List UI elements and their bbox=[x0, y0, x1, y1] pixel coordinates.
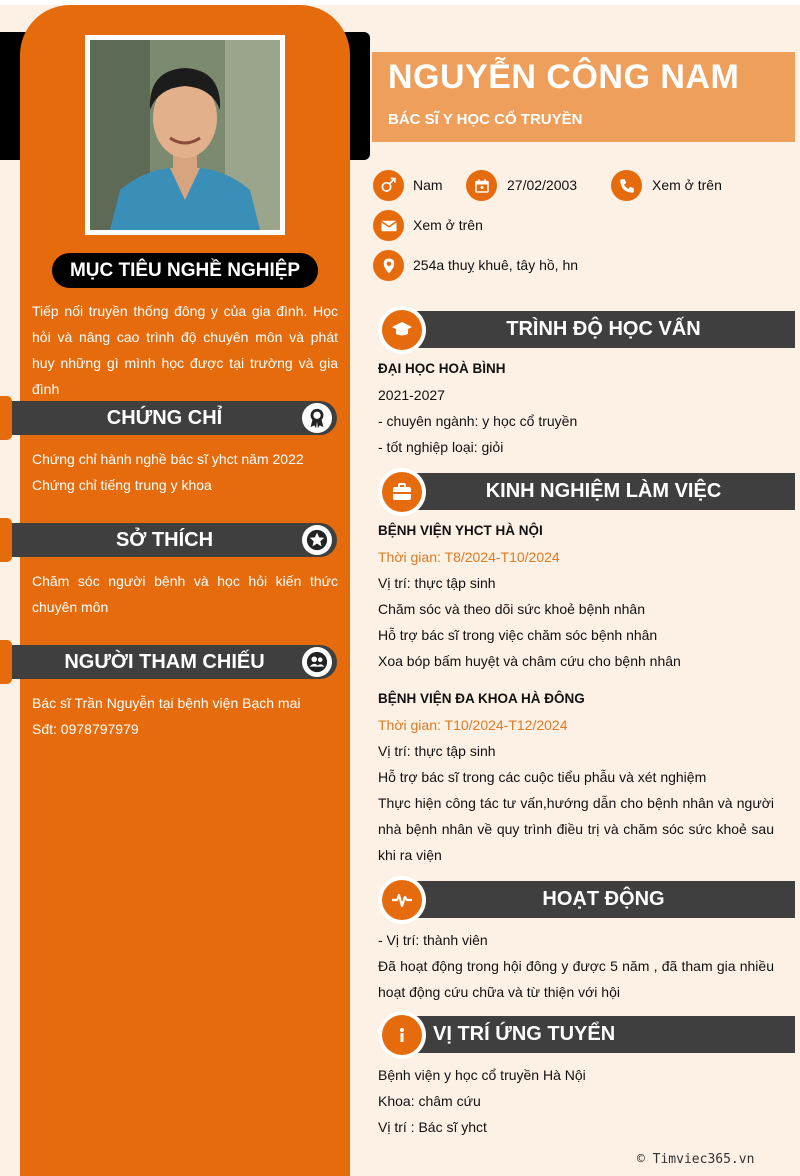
award-icon bbox=[302, 403, 332, 433]
info-icon bbox=[382, 1015, 422, 1055]
activities-body bbox=[378, 927, 774, 1005]
education-body bbox=[378, 356, 774, 460]
hobbies-title: SỞ THÍCH bbox=[12, 523, 337, 557]
certs-title: CHỨNG CHỈ bbox=[12, 401, 337, 435]
objective-text: Tiếp nối truyền thống đông y của gia đình. Học hỏi và nâng cao trình độ chuyên môn và phát huy những gì mình học được tại trường và gia đình bbox=[32, 303, 338, 397]
briefcase-icon bbox=[382, 472, 422, 512]
users-icon bbox=[302, 647, 332, 677]
education-line: - chuyên ngành: y học cổ truyền bbox=[378, 413, 578, 429]
job-line: Thực hiện công tác tư vấn,hướng dẫn cho bệnh nhân và người nhà bệnh nhân về quy trình điều trị và chăm sóc sức khoẻ sau khi ra viện bbox=[378, 795, 774, 863]
ref-item: Sđt: 0978797979 bbox=[32, 721, 139, 737]
certs-list bbox=[32, 446, 338, 498]
position-line: Bệnh viện y học cổ truyền Hà Nội bbox=[378, 1067, 586, 1083]
phone-value: Xem ở trên bbox=[652, 177, 722, 193]
job-line: Hỗ trợ bác sĩ trong việc chăm sóc bệnh nhân bbox=[378, 627, 658, 643]
experience-title: KINH NGHIỆM LÀM VIỆC bbox=[412, 473, 795, 510]
activities-title: HOẠT ĐỘNG bbox=[412, 881, 795, 918]
avatar-photo bbox=[90, 40, 280, 230]
gender-value: Nam bbox=[413, 177, 443, 193]
certs-tab bbox=[0, 396, 12, 440]
job-line: Vị trí: thực tập sinh bbox=[378, 743, 496, 759]
calendar-icon bbox=[466, 170, 497, 201]
refs-tab bbox=[0, 640, 12, 684]
star-icon bbox=[302, 525, 332, 555]
job-line: Vị trí: thực tập sinh bbox=[378, 575, 496, 591]
job-company: BỆNH VIỆN YHCT HÀ NỘI bbox=[378, 523, 543, 538]
school-name: ĐẠI HỌC HOÀ BÌNH bbox=[378, 361, 506, 376]
job-line: Chăm sóc và theo dõi sức khoẻ bệnh nhân bbox=[378, 601, 645, 617]
job-company: BỆNH VIỆN ĐA KHOA HÀ ĐÔNG bbox=[378, 691, 585, 706]
experience-icon-wrap bbox=[378, 468, 426, 516]
full-name: NGUYỄN CÔNG NAM bbox=[388, 58, 740, 96]
school-years: 2021-2027 bbox=[378, 387, 445, 403]
position-line: Khoa: châm cứu bbox=[378, 1093, 481, 1109]
refs-list bbox=[32, 690, 338, 742]
education-icon-wrap bbox=[378, 306, 426, 354]
job-time: Thời gian: T10/2024-T12/2024 bbox=[378, 717, 568, 733]
job-line: Xoa bóp bấm huyệt và châm cứu cho bệnh nhân bbox=[378, 653, 681, 669]
position-line: Vị trí : Bác sĩ yhct bbox=[378, 1119, 487, 1135]
education-title: TRÌNH ĐỘ HỌC VẤN bbox=[412, 311, 795, 348]
email-icon bbox=[373, 210, 404, 241]
activities-icon-wrap bbox=[378, 876, 426, 924]
ref-item: Bác sĩ Trần Nguyễn tại bệnh viện Bạch mai bbox=[32, 695, 301, 711]
gender-icon bbox=[373, 170, 404, 201]
email-value: Xem ở trên bbox=[413, 217, 483, 233]
job-2 bbox=[378, 686, 774, 868]
avatar bbox=[85, 35, 285, 235]
education-line: - tốt nghiệp loại: giỏi bbox=[378, 439, 504, 455]
activity-line: - Vị trí: thành viên bbox=[378, 932, 488, 948]
refs-title: NGƯỜI THAM CHIẾU bbox=[12, 645, 337, 679]
pulse-icon bbox=[382, 880, 422, 920]
footer-watermark: © Timviec365.vn bbox=[637, 1152, 755, 1167]
activity-line: Đã hoạt động trong hội đông y được 5 năm , đã tham gia nhiều hoạt động cứu chữa và từ thiện với hội bbox=[378, 958, 774, 1000]
location-icon bbox=[373, 250, 404, 281]
birthdate-value: 27/02/2003 bbox=[507, 177, 578, 193]
job-title: BÁC SĨ Y HỌC CỔ TRUYỀN bbox=[388, 111, 583, 128]
address-value: 254a thuỵ khuê, tây hồ, hn bbox=[413, 257, 579, 273]
cert-item: Chứng chỉ hành nghề bác sĩ yhct năm 2022 bbox=[32, 451, 304, 467]
hobbies-tab bbox=[0, 518, 12, 562]
objective-title: MỤC TIÊU NGHỀ NGHIỆP bbox=[52, 253, 318, 288]
hobbies-text: Chăm sóc người bệnh và học hỏi kiến thức chuyên môn bbox=[32, 573, 338, 615]
sidebar-bottom bbox=[20, 1130, 350, 1176]
job-1 bbox=[378, 518, 774, 674]
position-icon-wrap bbox=[378, 1011, 426, 1059]
phone-icon bbox=[611, 170, 642, 201]
position-title: VỊ TRÍ ỨNG TUYỂN bbox=[412, 1016, 795, 1053]
cert-item: Chứng chỉ tiếng trung y khoa bbox=[32, 477, 212, 493]
graduation-cap-icon bbox=[382, 310, 422, 350]
job-time: Thời gian: T8/2024-T10/2024 bbox=[378, 549, 560, 565]
job-line: Hỗ trợ bác sĩ trong các cuộc tiểu phẫu và xét nghiệm bbox=[378, 769, 707, 785]
position-body bbox=[378, 1062, 774, 1140]
